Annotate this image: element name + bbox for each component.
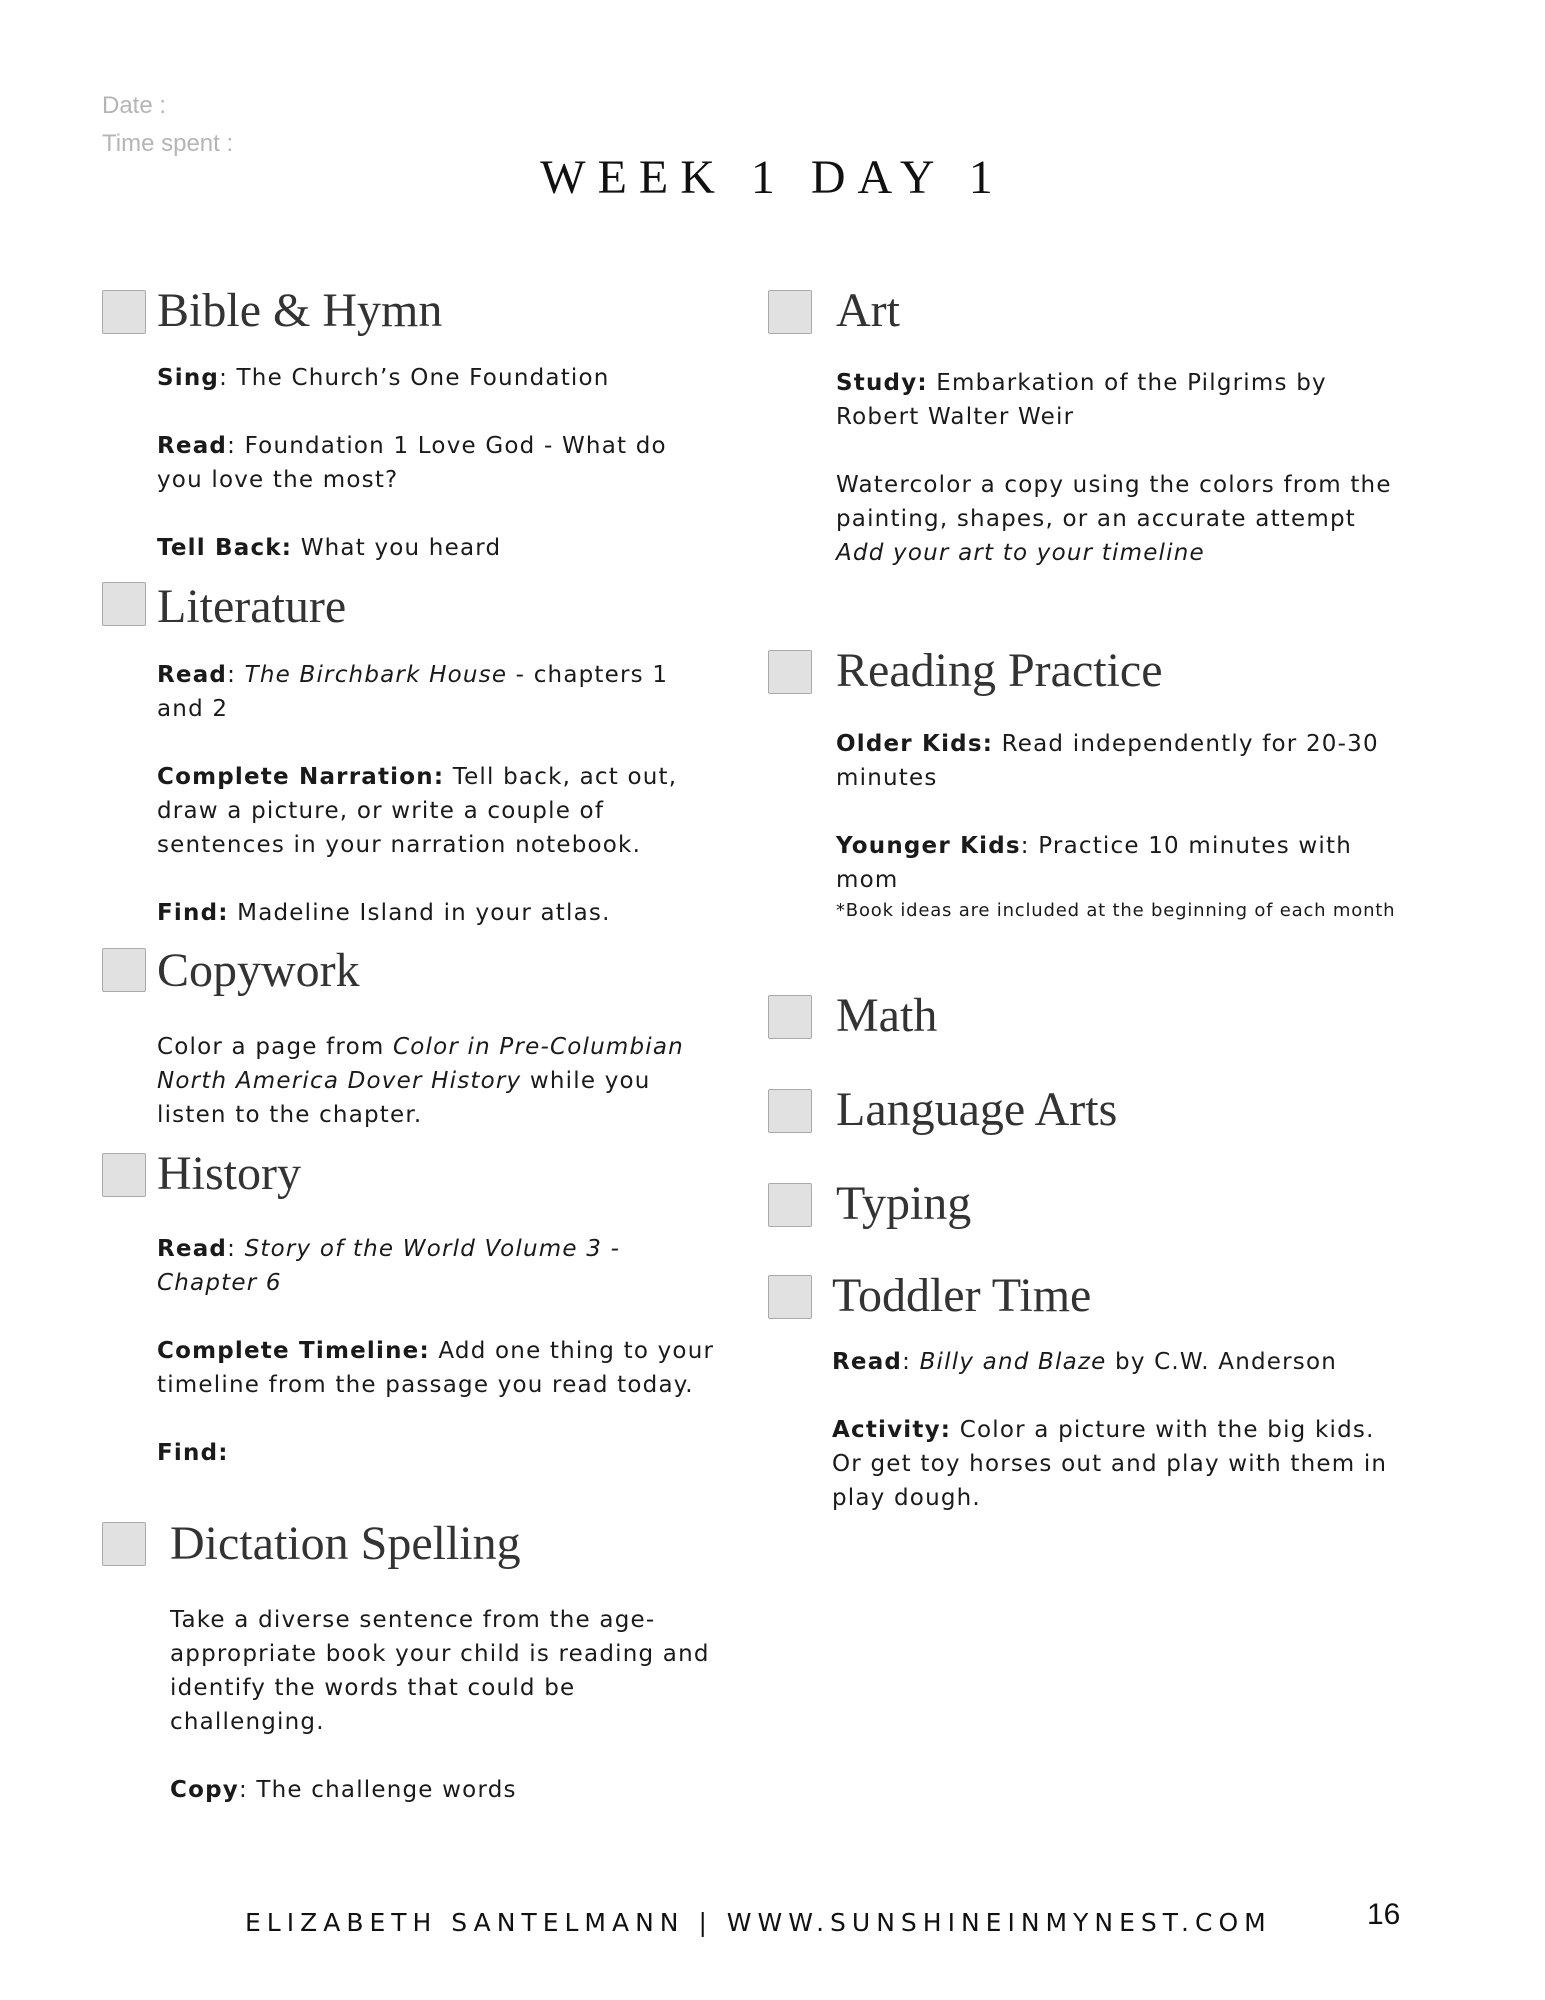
- reading-checkbox[interactable]: [768, 650, 812, 694]
- younger-kids-label: Younger Kids: [836, 833, 1021, 859]
- find-label: Find:: [157, 1440, 229, 1466]
- reading-body: [836, 727, 1396, 958]
- copywork-text-end: while you listen to the chapter.: [157, 1068, 651, 1128]
- copy-label: Copy: [170, 1777, 239, 1803]
- book-ideas-note: *Book ideas are included at the beginning of each month: [836, 900, 1396, 921]
- book-title: Billy and Blaze: [919, 1349, 1107, 1375]
- art-checkbox[interactable]: [768, 290, 812, 334]
- typing-checkbox[interactable]: [768, 1183, 812, 1227]
- book-title: Color in Pre-Columbian North America Dover History: [157, 1034, 684, 1094]
- activity-text: Color a picture with the big kids. Or get toy horses out and play with them in play dough.: [832, 1417, 1388, 1511]
- dictation-body: [170, 1603, 710, 1807]
- literature-body: [157, 658, 717, 930]
- footer-credit: ELIZABETH SANTELMANN | WWW.SUNSHINEINMYNEST.COM: [245, 1908, 1272, 1937]
- toddler-checkbox[interactable]: [768, 1275, 812, 1319]
- timeline-note: Add your art to your timeline: [836, 540, 1205, 566]
- typing-heading: Typing: [836, 1177, 972, 1230]
- book-title: Story of the World Volume 3 - Chapter 6: [157, 1236, 621, 1296]
- bible-heading: Bible & Hymn: [157, 284, 443, 337]
- read-label: Read: [157, 1236, 228, 1262]
- read-label: Read: [157, 433, 228, 459]
- math-heading: Math: [836, 989, 938, 1042]
- dictation-text: Take a diverse sentence from the age-appropriate book your child is reading and identify the words that could be challenging.: [170, 1607, 710, 1735]
- tell-back-label: Tell Back:: [157, 535, 293, 561]
- read-colon: :: [227, 662, 245, 688]
- book-title: The Birchbark House: [244, 662, 508, 688]
- read-colon: :: [227, 1236, 245, 1262]
- literature-heading: Literature: [157, 580, 347, 633]
- read-text: : Foundation 1 Love God - What do you love the most?: [157, 433, 667, 493]
- history-heading: History: [157, 1147, 301, 1200]
- copywork-text: Color a page from: [157, 1034, 393, 1060]
- read-colon: :: [902, 1349, 920, 1375]
- tell-back-text: What you heard: [292, 535, 502, 561]
- older-kids-label: Older Kids:: [836, 731, 994, 757]
- language-arts-checkbox[interactable]: [768, 1089, 812, 1133]
- find-label: Find:: [157, 900, 229, 926]
- copywork-heading: Copywork: [157, 944, 360, 997]
- bible-checkbox[interactable]: [102, 290, 146, 334]
- study-text: Embarkation of the Pilgrims by Robert Walter Weir: [836, 370, 1327, 430]
- copywork-checkbox[interactable]: [102, 948, 146, 992]
- date-label: Date :: [102, 92, 167, 119]
- math-checkbox[interactable]: [768, 995, 812, 1039]
- literature-checkbox[interactable]: [102, 582, 146, 626]
- time-spent-label: Time spent :: [102, 130, 234, 157]
- read-label: Read: [157, 662, 228, 688]
- history-body: [157, 1232, 717, 1470]
- dictation-checkbox[interactable]: [102, 1522, 146, 1566]
- read-text: by C.W. Anderson: [1106, 1349, 1338, 1375]
- copy-text: : The challenge words: [238, 1777, 517, 1803]
- sing-label: Sing: [157, 365, 220, 391]
- dictation-heading: Dictation Spelling: [170, 1517, 521, 1570]
- sing-text: : The Church’s One Foundation: [219, 365, 610, 391]
- page-number: 16: [1367, 1898, 1401, 1931]
- history-checkbox[interactable]: [102, 1153, 146, 1197]
- art-heading: Art: [836, 284, 900, 337]
- toddler-body: [832, 1345, 1392, 1515]
- page-title: WEEK 1 DAY 1: [540, 151, 1005, 204]
- timeline-text: Add one thing to your timeline from the passage you read today.: [157, 1338, 715, 1398]
- younger-kids-text: : Practice 10 minutes with mom: [836, 833, 1353, 893]
- study-label: Study:: [836, 370, 928, 396]
- find-text: Madeline Island in your atlas.: [228, 900, 611, 926]
- read-text: - chapters 1 and 2: [157, 662, 669, 722]
- activity-label: Activity:: [832, 1417, 952, 1443]
- art-body: [836, 366, 1406, 570]
- copywork-body: [157, 1030, 727, 1132]
- timeline-label: Complete Timeline:: [157, 1338, 430, 1364]
- reading-heading: Reading Practice: [836, 644, 1163, 697]
- narration-label: Complete Narration:: [157, 764, 445, 790]
- read-label: Read: [832, 1349, 903, 1375]
- language-arts-heading: Language Arts: [836, 1083, 1118, 1136]
- narration-text: Tell back, act out, draw a picture, or write a couple of sentences in your narration notebook.: [157, 764, 678, 858]
- toddler-heading: Toddler Time: [832, 1269, 1092, 1322]
- watercolor-text: Watercolor a copy using the colors from the painting, shapes, or an accurate attempt: [836, 472, 1392, 532]
- bible-body: [157, 361, 717, 565]
- older-kids-text: Read independently for 20-30 minutes: [836, 731, 1379, 791]
